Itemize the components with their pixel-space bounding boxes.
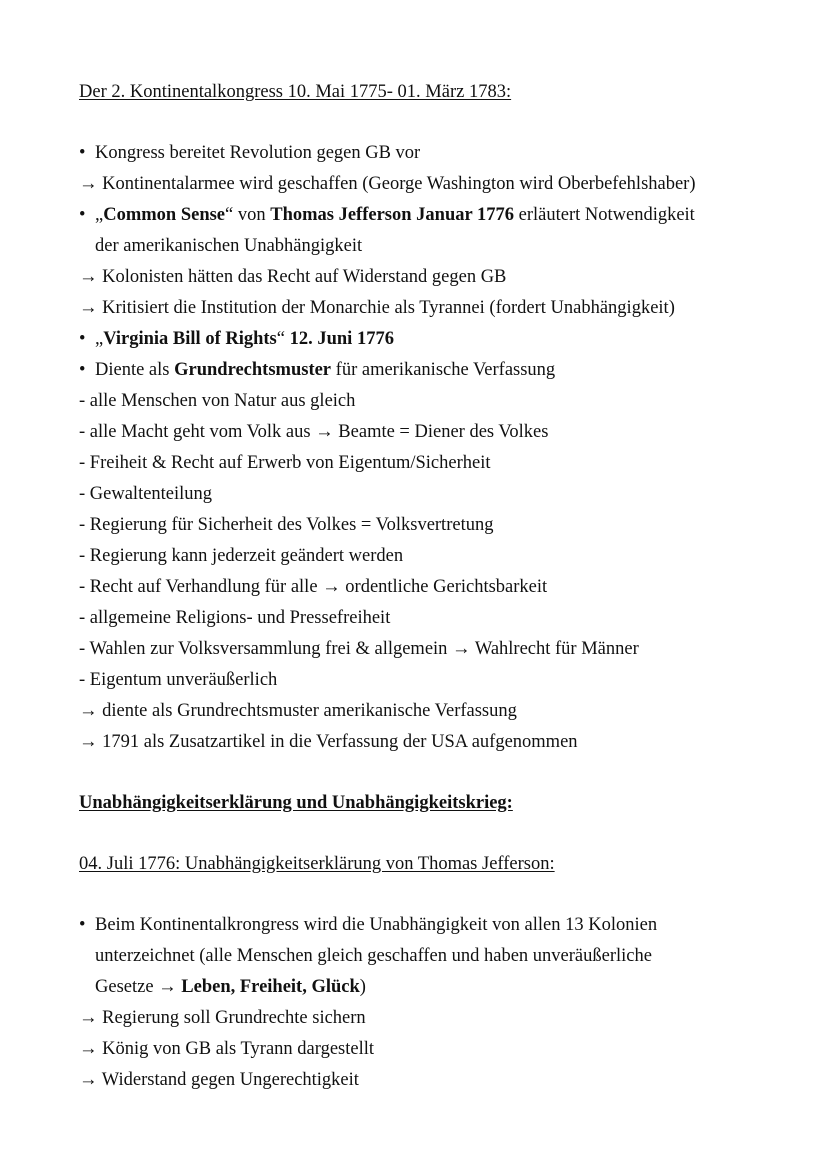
dash-item: - Recht auf Verhandlung für alle → ordentliche Gerichtsbarkeit — [79, 577, 548, 597]
dash-item: - Regierung kann jederzeit geändert werden — [79, 546, 404, 566]
bullet-virginia-bill: „Virginia Bill of Rights“ 12. Juni 1776 — [95, 329, 394, 349]
bullet-common-sense-continued: der amerikanischen Unabhängigkeit — [95, 236, 363, 256]
arrow-line-monarchie: → Kritisiert die Institution der Monarchie als Tyrannei (fordert Unabhängigkeit) — [79, 298, 675, 318]
bullet-dot: • — [79, 915, 86, 935]
dash-item: - allgemeine Religions- und Pressefreiheit — [79, 608, 391, 628]
dash-item: - alle Macht geht vom Volk aus → Beamte = Diener des Volkes — [79, 422, 549, 442]
bullet-dot: • — [79, 205, 86, 225]
dash-item: - Gewaltenteilung — [79, 484, 213, 504]
arrow-line-grundrechtsmuster: → diente als Grundrechtsmuster amerikanische Verfassung — [79, 701, 517, 721]
bullet-dot: • — [79, 143, 86, 163]
dash-item: - Wahlen zur Volksversammlung frei & allgemein → Wahlrecht für Männer — [79, 639, 639, 659]
section-subtitle-erklaerung: 04. Juli 1776: Unabhängigkeitserklärung von Thomas Jefferson: — [79, 854, 555, 874]
arrow-line-ungerechtigkeit: → Widerstand gegen Ungerechtigkeit — [79, 1070, 359, 1090]
bullet-dot: • — [79, 329, 86, 349]
dash-item: - Freiheit & Recht auf Erwerb von Eigentum/Sicherheit — [79, 453, 491, 473]
arrow-line-zusatzartikel: → 1791 als Zusatzartikel in die Verfassung der USA aufgenommen — [79, 732, 578, 752]
bullet-dot: • — [79, 360, 86, 380]
bullet-kontinentalkongress-line2: unterzeichnet (alle Menschen gleich geschaffen und haben unveräußerliche — [95, 946, 652, 966]
dash-item: - alle Menschen von Natur aus gleich — [79, 391, 356, 411]
bullet-kontinentalkongress-line1: Beim Kontinentalkrongress wird die Unabhängigkeit von allen 13 Kolonien — [95, 915, 658, 935]
section-heading-unabhaengigkeit: Unabhängigkeitserklärung und Unabhängigkeitskrieg: — [79, 793, 513, 813]
bullet-kongress: Kongress bereitet Revolution gegen GB vor — [95, 143, 421, 163]
arrow-line-widerstand: → Kolonisten hätten das Recht auf Widerstand gegen GB — [79, 267, 507, 287]
arrow-line-grundrechte: → Regierung soll Grundrechte sichern — [79, 1008, 366, 1028]
arrow-line-kontinentalarmee: → Kontinentalarmee wird geschaffen (George Washington wird Oberbefehlshaber) — [79, 174, 696, 194]
dash-item: - Eigentum unveräußerlich — [79, 670, 278, 690]
arrow-line-tyrann: → König von GB als Tyrann dargestellt — [79, 1039, 375, 1059]
section-title-kontinentalkongress: Der 2. Kontinentalkongress 10. Mai 1775- 01. März 1783: — [79, 82, 512, 102]
bullet-grundrechtsmuster: Diente als Grundrechtsmuster für amerikanische Verfassung — [95, 360, 556, 380]
bullet-kontinentalkongress-line3: Gesetze → Leben, Freiheit, Glück) — [95, 977, 366, 997]
dash-item: - Regierung für Sicherheit des Volkes = Volksvertretung — [79, 515, 494, 535]
bullet-common-sense: „Common Sense“ von Thomas Jefferson Januar 1776 erläutert Notwendigkeit — [95, 205, 695, 225]
